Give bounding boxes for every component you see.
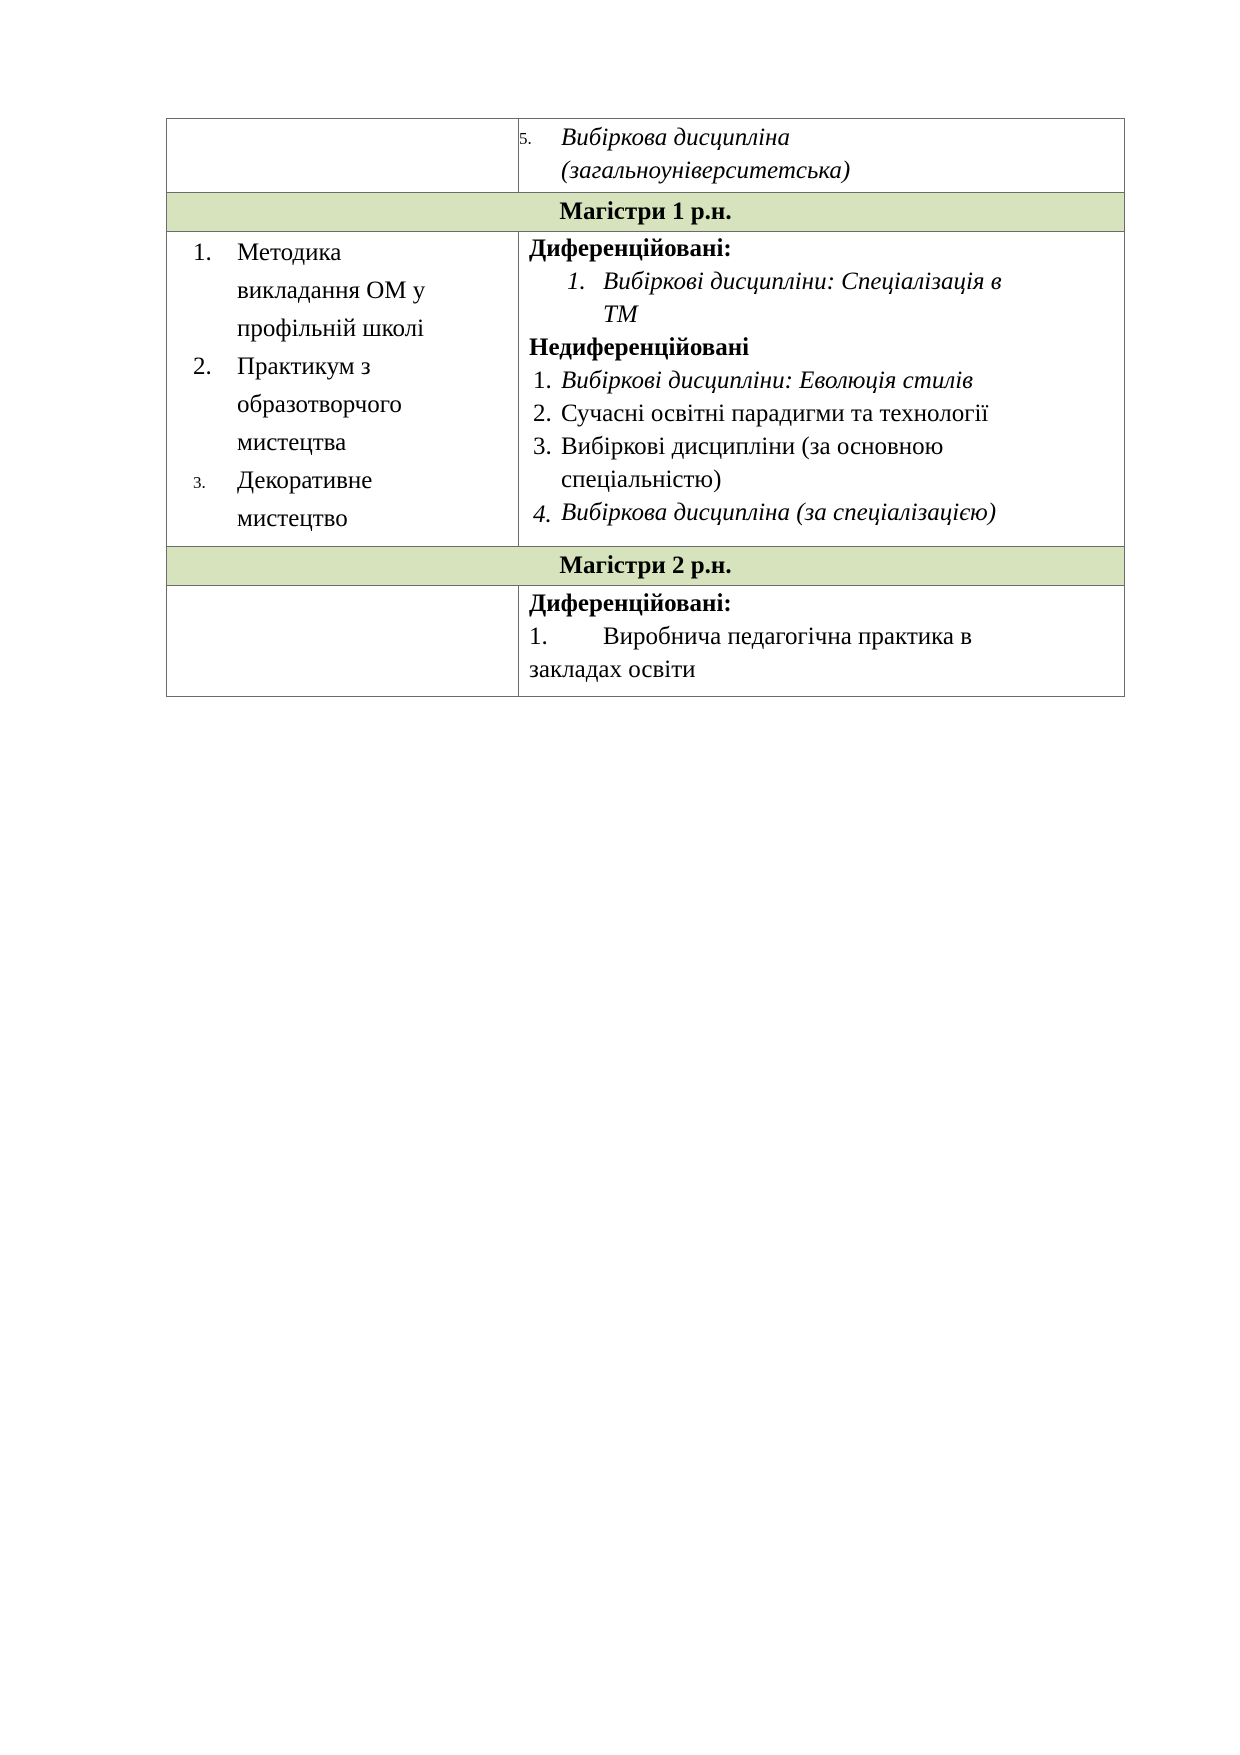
- list-item-text: Практикум з: [237, 353, 371, 380]
- list-item-text: Вибіркова дисципліна: [561, 124, 790, 151]
- list-number: 1.: [529, 623, 548, 650]
- list-item-text: Методика: [237, 239, 342, 266]
- list-item-text-continuation: закладах освіти: [529, 656, 696, 683]
- list-item-text: мистецтва: [237, 429, 347, 456]
- list-item-text-continuation: спеціальністю): [561, 466, 722, 493]
- row1-right-cell: [519, 119, 1125, 193]
- list-item-text: Сучасні освітні парадигми та технології: [561, 400, 989, 427]
- list-number: 4.: [533, 501, 552, 528]
- nondifferentiated-heading: Недиференційовані: [529, 334, 750, 361]
- list-item-text-continuation: ТМ: [603, 301, 638, 328]
- list-item-text: мистецтво: [237, 505, 348, 532]
- list-item-text: профільній школі: [237, 315, 425, 342]
- table-row: [167, 193, 1125, 232]
- list-item-text: Вибіркові дисципліни: Еволюція стилів: [561, 367, 974, 394]
- list-item-text: Виробнича педагогічна практика в: [603, 623, 973, 650]
- row3-left-cell: [167, 586, 519, 697]
- list-item-text: викладання ОМ у: [237, 277, 426, 304]
- section-header-masters-year2: Магістри 2 р.н.: [167, 547, 1125, 586]
- differentiated-heading: Диференційовані:: [529, 235, 732, 262]
- list-number: 5.: [519, 129, 532, 148]
- row2-left-cell: [167, 232, 519, 547]
- table-row: [167, 232, 1125, 547]
- list-number: 1.: [567, 268, 586, 295]
- list-item-text-continuation: (загальноуніверситетська): [561, 157, 851, 184]
- differentiated-heading: Диференційовані:: [529, 590, 732, 617]
- list-item-text: Декоративне: [237, 467, 373, 494]
- list-number: 3.: [533, 433, 552, 460]
- section-header-masters-year1: Магістри 1 р.н.: [167, 193, 1125, 232]
- list-number: 2.: [533, 400, 552, 427]
- row1-left-cell: [167, 119, 519, 193]
- table-row: [167, 547, 1125, 586]
- list-item-text: образотворчого: [237, 391, 402, 418]
- list-item-text: Вибіркові дисципліни: Спеціалізація в: [603, 268, 1002, 295]
- row2-right-cell: [519, 232, 1125, 547]
- table-row: [167, 586, 1125, 697]
- list-item-text: Вибіркові дисципліни (за основною: [561, 433, 944, 460]
- list-number: 3.: [193, 473, 206, 492]
- list-number: 1.: [193, 239, 212, 266]
- curriculum-table: [166, 118, 1125, 697]
- row3-right-cell: [519, 586, 1125, 697]
- list-number: 1.: [533, 367, 552, 394]
- list-number: 2.: [193, 353, 212, 380]
- list-item-text: Вибіркова дисципліна (за спеціалізацією): [561, 499, 997, 526]
- table-row: [167, 119, 1125, 193]
